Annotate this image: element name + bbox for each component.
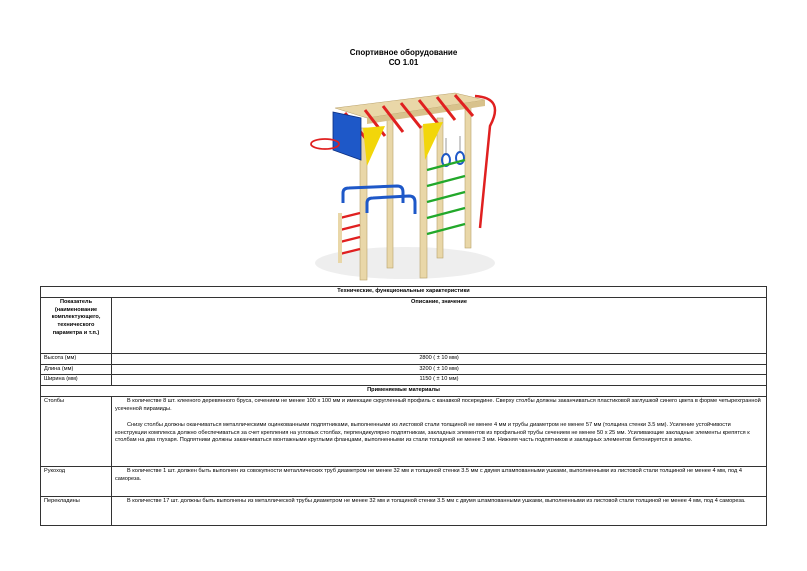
table-row — [41, 353, 767, 364]
material-paragraph: В количестве 17 шт. должны быть выполнены из металлической трубы диаметром не менее 32 мм и толщиной стенки 3.5 мм с двумя штампованными ушками, выполненными из листовой стали толщиной не менее 4 мм, под 4 самореза. — [127, 498, 746, 505]
material-paragraph: В количестве 8 шт. клееного деревянного бруса, сечением не менее 100 х 100 мм и имеющие скругленный профиль с канавкой посередине. Сверху столбы должны заканчиваться пластиковой заглушкой синего цвета в форме четырехгранной усеченной пирамиды. — [115, 398, 761, 412]
material-paragraph: Снизу столбы должны оканчиваться металлическими оцинкованными подпятниками, выполненными из листовой стали толщиной не менее 4 мм и трубы диаметром не менее 57 мм (толщина стенки 3.5 мм). Усиление устойчивости конструкции комплекса должно обеспечиваться за счет крепления на угловых столбах, перпендикулярно подпятникам, закладных элементов из профильной трубы сечением не менее 50 х 25 мм. Усиливающие закладные элементы крепятся к столбам на два глухаря. Подпятники должны заканчиваться монтажными круглыми фланцами, выполненными из стали толщиной не менее 3 мм. Нижняя часть подпятников и закладных элементов бетонируется в землю. — [115, 421, 750, 444]
sports-frame-icon — [305, 78, 505, 284]
dim-label: Высота (мм) — [41, 353, 112, 364]
table-row — [41, 467, 767, 497]
dim-value: 3200 ( ± 10 мм) — [112, 364, 767, 375]
column-header-value: Описание, значение — [112, 297, 767, 353]
dim-value: 1150 ( ± 10 мм) — [112, 375, 767, 386]
section-header: Применяемые материалы — [41, 386, 767, 397]
material-label: Столбы — [41, 397, 112, 467]
material-description — [112, 397, 767, 467]
dim-value: 2800 ( ± 10 мм) — [112, 353, 767, 364]
material-paragraph: В количестве 1 шт. должен быть выполнен из совокупности металлических труб диаметром не менее 32 мм и толщиной стенки 3.5 мм с двумя штампованными ушками, выполненными из листовой стали толщиной не менее 4 мм, под 4 самореза. — [115, 468, 742, 482]
table-row — [41, 364, 767, 375]
section-header: Технические, функциональные характеристики — [41, 287, 767, 298]
material-description — [112, 467, 767, 497]
material-label: Рукоход — [41, 467, 112, 497]
material-label: Перекладины — [41, 497, 112, 526]
column-header-parameter: Показатель (наименование комплектующего, технического параметра и т.п.) — [41, 297, 112, 353]
page-title: Спортивное оборудование — [349, 48, 458, 57]
material-description — [112, 497, 767, 526]
dim-label: Длина (мм) — [41, 364, 112, 375]
table-row — [41, 397, 767, 467]
dim-label: Ширина (мм) — [41, 375, 112, 386]
table-row — [41, 497, 767, 526]
product-code: СО 1.01 — [388, 58, 419, 67]
characteristics-table — [40, 286, 767, 526]
table-row — [41, 375, 767, 386]
